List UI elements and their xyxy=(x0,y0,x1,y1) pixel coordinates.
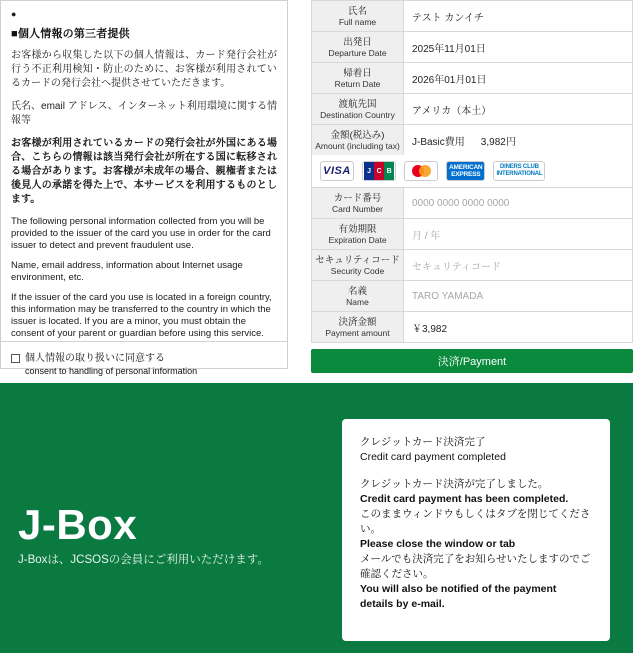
message-3-en: Please close the window or tab xyxy=(360,538,516,550)
message-2-jp: クレジットカード決済が完了しました。 xyxy=(360,478,549,490)
field-row-card-number xyxy=(311,187,633,218)
value-payment-amount: ￥3,982 xyxy=(412,323,448,335)
field-row-amount xyxy=(311,124,633,155)
field-row-security-code xyxy=(311,249,633,280)
consent-paragraph-jp-1: お客様から収集した以下の個人情報は、カード発行会社が行う不正利用検知・防止のために、お客様が利用されているカードの発行会社へ提供させていただきます。 xyxy=(11,50,277,89)
message-4-en: You will also be notified of the payment details by e-mail. xyxy=(360,583,557,610)
field-row-return-date xyxy=(311,62,633,93)
payment-submit-button[interactable]: 決済/Payment xyxy=(311,349,633,373)
card-number-input[interactable]: 0000 0000 0000 0000 xyxy=(412,197,510,209)
consent-checkbox-label-en: consent to handling of personal information xyxy=(25,366,198,376)
message-1-en: Credit card payment completed xyxy=(360,451,506,463)
amount-value: 3,982円 xyxy=(480,136,516,148)
label-return-date: 帰着日 Return Date xyxy=(312,63,404,93)
label-security-code: セキュリティコード Security Code xyxy=(312,250,404,280)
consent-checkbox[interactable] xyxy=(11,354,20,363)
label-card-number: カード番号 Card Number xyxy=(312,188,404,218)
visa-icon: VISA xyxy=(320,161,354,181)
jbox-logo: J-Box xyxy=(18,501,138,548)
expiration-date-input[interactable]: 月 / 年 xyxy=(412,230,441,242)
value-amount xyxy=(404,125,632,155)
card-brand-logos xyxy=(311,155,633,187)
field-row-departure-date xyxy=(311,31,633,62)
consent-panel xyxy=(0,0,288,376)
jcb-icon: J C B xyxy=(362,161,396,181)
label-payment-amount: 決済金額 Payment amount xyxy=(312,312,404,342)
label-name-on-card: 名義 Name xyxy=(312,281,404,311)
amount-plan-label: J-Basic費用 xyxy=(412,136,465,148)
field-row-destination-country xyxy=(311,93,633,124)
field-row-expiration-date xyxy=(311,218,633,249)
label-amount: 金額(税込み) Amount (including tax) xyxy=(312,125,404,155)
message-4-jp: メールでも決済完了をお知らせいたしますのでご確認ください。 xyxy=(360,553,591,580)
consent-paragraph-en-1: The following personal information collected from you will be provided to the issuer of the card you use in order for the card issuer to detect and prevent fraudulent use. xyxy=(11,216,271,251)
amex-icon: AMERICAN EXPRESS xyxy=(446,161,485,181)
field-row-payment-amount xyxy=(311,311,633,343)
message-3-jp: このままウィンドウもしくはタブを閉じてください。 xyxy=(360,508,591,535)
consent-checkbox-label-jp: 個人情報の取り扱いに同意する xyxy=(25,353,165,364)
message-block-2 xyxy=(360,477,592,612)
diners-club-icon: DINERS CLUB INTERNATIONAL xyxy=(493,161,545,181)
jbox-tagline: J-Boxは、JCSOSの会員にご利用いただけます。 xyxy=(18,554,269,566)
value-departure-date[interactable]: 2025年11月01日 xyxy=(412,43,486,55)
consent-checkbox-row[interactable] xyxy=(11,352,277,378)
value-full-name[interactable]: テスト カンイチ xyxy=(412,12,484,24)
field-row-name-on-card xyxy=(311,280,633,311)
message-1-jp: クレジットカード決済完了 xyxy=(360,436,486,448)
label-full-name: 氏名 Full name xyxy=(312,1,404,31)
consent-bullet: ● xyxy=(11,9,17,19)
security-code-input[interactable]: セキュリティコード xyxy=(412,261,501,273)
consent-paragraph-jp-2: 氏名、email アドレス、インターネット利用環境に関する情報等 xyxy=(11,101,277,126)
consent-paragraph-jp-3: お客様が利用されているカードの発行会社が外国にある場合、こちらの情報は該当発行会社が所在する国に転移される場合があります。お客様が未成年の場合、親権者または後見人の承諾を得た上で、本サービスを利用するものとします。 xyxy=(11,138,277,205)
consent-divider xyxy=(1,341,287,342)
payment-form-panel xyxy=(311,0,633,368)
value-return-date[interactable]: 2026年01月01日 xyxy=(412,74,487,86)
label-expiration-date: 有効期限 Expiration Date xyxy=(312,219,404,249)
label-destination-country: 渡航先国 Destination Country xyxy=(312,94,404,124)
label-departure-date: 出発日 Departure Date xyxy=(312,32,404,62)
jbox-message-card xyxy=(342,419,610,641)
value-destination-country[interactable]: アメリカ（本土） xyxy=(412,105,492,117)
message-2-en: Credit card payment has been completed. xyxy=(360,493,569,505)
field-row-full-name xyxy=(311,0,633,31)
mastercard-icon xyxy=(404,161,438,181)
message-block-1 xyxy=(360,435,592,465)
jbox-confirmation-screen xyxy=(0,383,633,653)
consent-heading: ■個人情報の第三者提供 xyxy=(11,28,130,40)
consent-paragraph-en-2: Name, email address, information about Internet usage environment, etc. xyxy=(11,260,243,283)
consent-paragraph-en-3: If the issuer of the card you use is located in a foreign country, this information may be transferred to the country in which the issuer is located. If you are a minor, you must obtain the consent of your parent or guardian before using this service. xyxy=(11,292,272,339)
name-on-card-input[interactable]: TARO YAMADA xyxy=(412,290,484,302)
